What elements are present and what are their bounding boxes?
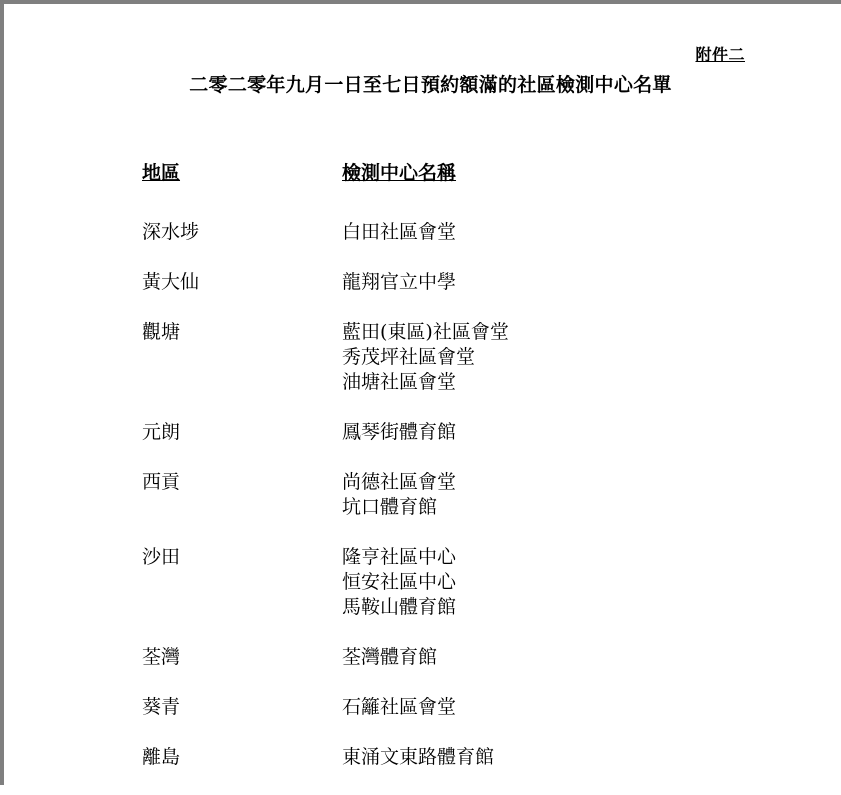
centre-name: 秀茂坪社區會堂 [342,346,476,368]
centre-list-cell [342,270,841,295]
centre-name: 東涌文東路體育館 [342,746,495,768]
centre-name: 荃灣體育館 [342,646,438,668]
district-row [8,220,841,245]
district-row [8,470,841,520]
centre-name: 尚德社區會堂 [342,471,457,493]
district-row [8,745,841,770]
table-header [8,158,841,184]
centre-name: 隆亨社區中心 [342,546,457,568]
district-name: 深水埗 [142,221,200,243]
centre-list-cell [342,745,841,770]
centre-name-column-header: 檢測中心名稱 [342,162,457,184]
document-page [8,8,841,789]
document-title: 二零二零年九月一日至七日預約額滿的社區檢測中心名單 [189,74,672,96]
district-name: 沙田 [142,546,181,568]
district-name: 元朗 [142,421,181,443]
centre-name: 恒安社區中心 [342,571,457,593]
district-name: 葵青 [142,696,181,718]
district-name: 西貢 [142,471,181,493]
centre-list-cell [342,320,841,395]
district-column-header: 地區 [142,162,181,184]
district-name: 離島 [142,746,181,768]
centre-list-cell [342,645,841,670]
centre-list-cell [342,695,841,720]
centre-name: 白田社區會堂 [342,221,457,243]
centre-list [8,220,841,795]
centre-name: 坑口體育館 [342,496,438,518]
centre-list-cell [342,545,841,620]
district-name: 荃灣 [142,646,181,668]
district-row [8,645,841,670]
annex-label: 附件二 [695,45,745,64]
centre-name: 鳳琴街體育館 [342,421,457,443]
district-name: 黃大仙 [142,271,200,293]
district-row [8,545,841,620]
centre-list-cell [342,470,841,520]
district-name: 觀塘 [142,321,181,343]
district-row [8,320,841,395]
centre-list-cell [342,420,841,445]
centre-name: 藍田(東區)社區會堂 [342,321,509,343]
centre-list-cell [342,220,841,245]
district-row [8,270,841,295]
district-row [8,695,841,720]
district-row [8,420,841,445]
centre-name: 油塘社區會堂 [342,371,457,393]
centre-name: 馬鞍山體育館 [342,596,457,618]
centre-name: 石籬社區會堂 [342,696,457,718]
centre-name: 龍翔官立中學 [342,271,457,293]
